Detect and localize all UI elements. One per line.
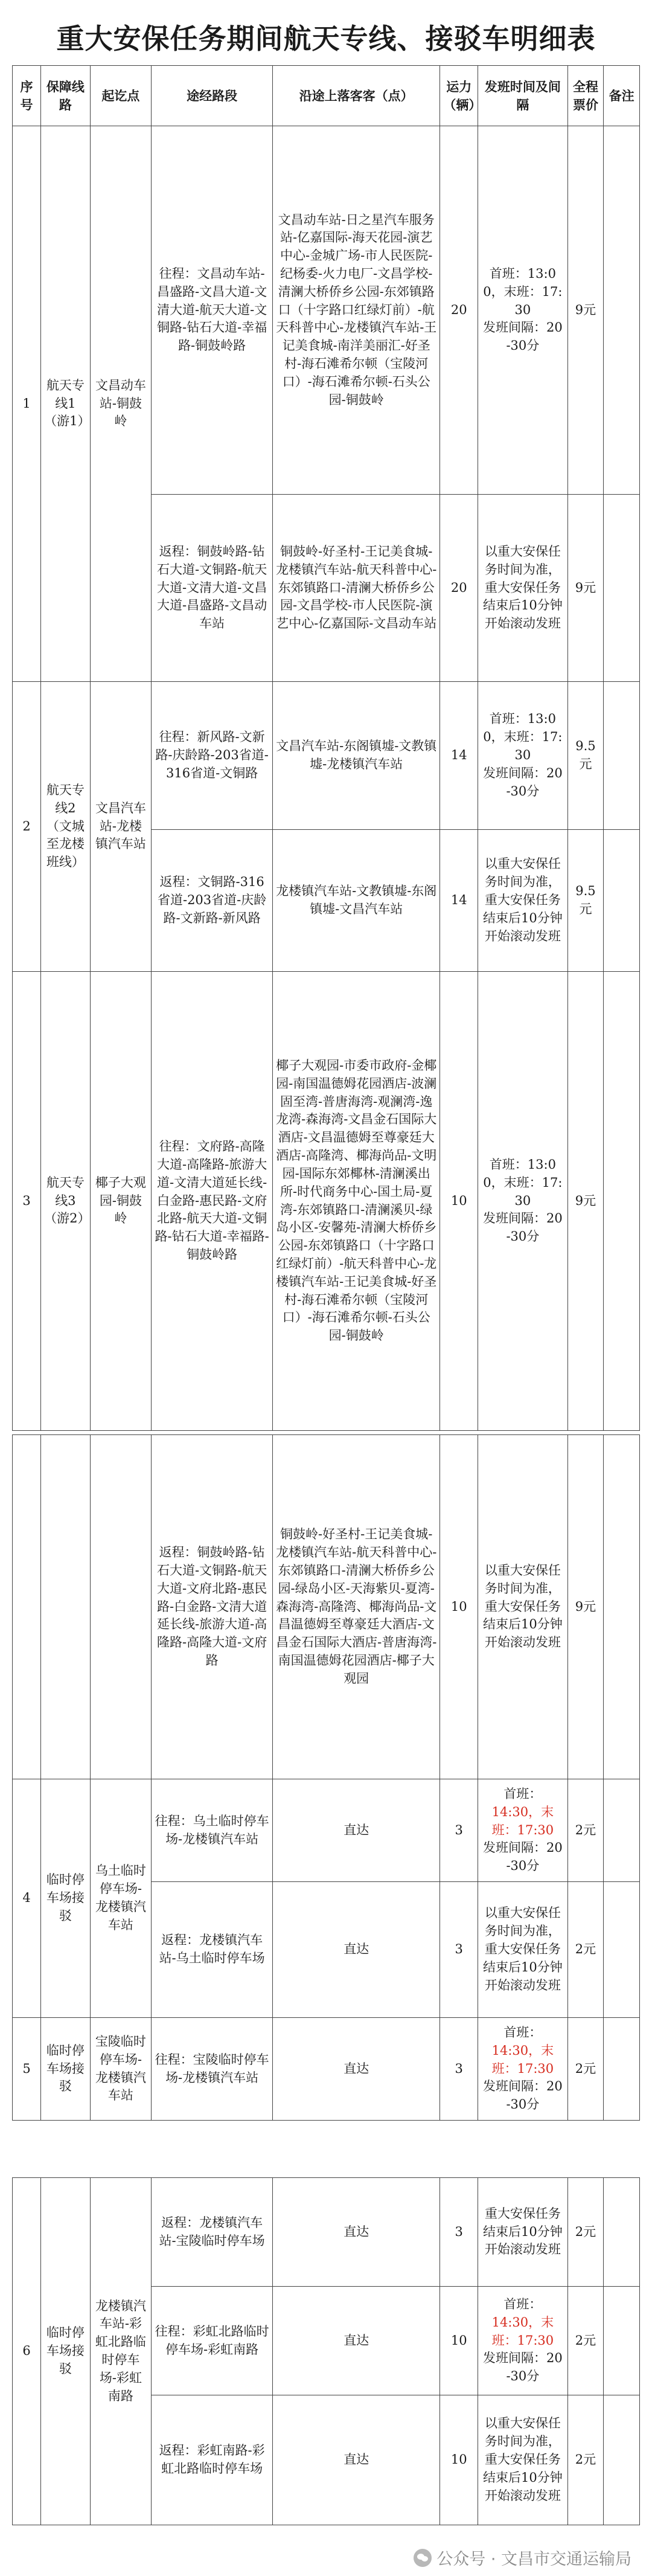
interval-cell: 以重大安保任务时间为准，重大安保任务结束后10分钟开始滚动发班 bbox=[478, 830, 568, 972]
capacity-cell: 14 bbox=[440, 830, 478, 972]
interval-cell: 以重大安保任务时间为准，重大安保任务结束后10分钟开始滚动发班 bbox=[478, 495, 568, 682]
fare-cell: 9.5元 bbox=[567, 830, 604, 972]
route-cell: 返程：龙楼镇汽车站-宝陵临时停车场 bbox=[152, 2178, 273, 2287]
route-cell: 往程：文昌动车站-昌盛路-文昌大道-文清大道-航天大道-文铜路-钻石大道-幸福路-铜鼓岭路 bbox=[152, 126, 273, 495]
capacity-cell: 10 bbox=[440, 1435, 478, 1779]
note-cell bbox=[604, 2178, 640, 2287]
line-cell: 临时停车场接驳 bbox=[41, 1779, 91, 2018]
interval-cell: 首班： 14:30，末班：17:30 发班间隔：20-30分 bbox=[478, 1779, 568, 1882]
note-cell bbox=[604, 126, 640, 495]
header-seq: 序号 bbox=[13, 66, 41, 126]
route-cell: 返程：龙楼镇汽车站-乌土临时停车场 bbox=[152, 1882, 273, 2018]
interval-cell: 首班： 14:30，末班：17:30 发班间隔：20-30分 bbox=[478, 2018, 568, 2121]
stops-cell: 文昌汽车站-东阁镇墟-文教镇墟-龙楼镇汽车站 bbox=[273, 682, 440, 830]
line-cell bbox=[41, 1435, 91, 1779]
endpoints-cell: 宝陵临时停车场-龙楼镇汽车站 bbox=[90, 2018, 151, 2121]
interval-cell: 以重大安保任务时间为准，重大安保任务结束后10分钟开始滚动发班 bbox=[478, 2395, 568, 2525]
table-row bbox=[13, 2018, 640, 2121]
note-cell bbox=[604, 2395, 640, 2525]
seq-cell: 2 bbox=[13, 682, 41, 972]
seq-cell bbox=[13, 1435, 41, 1779]
note-cell bbox=[604, 1779, 640, 1882]
detail-table-part-3 bbox=[12, 2177, 640, 2525]
route-cell: 返程：铜鼓岭路-钻石大道-文铜路-航天大道-文清大道-文昌大道-昌盛路-文昌动车站 bbox=[152, 495, 273, 682]
line-cell: 航天专线2（文城至龙楼班线） bbox=[41, 682, 91, 972]
header-note: 备注 bbox=[604, 66, 640, 126]
interval-cell: 重大安保任务结束后10分钟开始滚动发班 bbox=[478, 2178, 568, 2287]
fare-cell: 9.5元 bbox=[567, 682, 604, 830]
note-cell bbox=[604, 2018, 640, 2121]
header-fare: 全程票价 bbox=[567, 66, 604, 126]
seq-cell: 1 bbox=[13, 126, 41, 682]
fare-cell: 2元 bbox=[567, 2178, 604, 2287]
line-cell: 临时停车场接驳 bbox=[41, 2018, 91, 2121]
interval-cell: 以重大安保任务时间为准，重大安保任务结束后10分钟开始滚动发班 bbox=[478, 1435, 568, 1779]
route-cell: 往程：乌土临时停车场-龙楼镇汽车站 bbox=[152, 1779, 273, 1882]
page-title: 重大安保任务期间航天专线、接驳车明细表 bbox=[56, 22, 596, 55]
capacity-cell: 20 bbox=[440, 495, 478, 682]
fare-cell: 2元 bbox=[567, 1882, 604, 2018]
fare-cell: 2元 bbox=[567, 2287, 604, 2395]
header-interval: 发班时间及间隔 bbox=[478, 66, 568, 126]
interval-cell: 首班： 14:30，末班：17:30 发班间隔：20-30分 bbox=[478, 2287, 568, 2395]
capacity-cell: 3 bbox=[440, 2018, 478, 2121]
stops-cell: 文昌动车站-日之星汽车服务站-亿嘉国际-海天花园-演艺中心-金城广场-市人民医院-纪杨委-火力电厂-文昌学校-清澜大桥侨乡公园-东郊镇路口（十字路口红绿灯前）-航天科普中心-龙楼镇汽车站-王记美食城-南洋美丽汇-好圣村-海石滩希尔顿（宝陵河口）-海石滩希尔顿-石头公园-铜鼓岭 bbox=[273, 126, 440, 495]
header-line: 保障线路 bbox=[41, 66, 91, 126]
wechat-icon bbox=[414, 2549, 432, 2567]
stops-cell: 直达 bbox=[273, 2395, 440, 2525]
note-cell bbox=[604, 830, 640, 972]
note-cell bbox=[604, 1882, 640, 2018]
interval-cell: 首班：13:00，末班：17:30 发班间隔：20-30分 bbox=[478, 682, 568, 830]
line-cell: 航天专线1（游1） bbox=[41, 126, 91, 682]
stops-cell: 直达 bbox=[273, 2178, 440, 2287]
note-cell bbox=[604, 2287, 640, 2395]
stops-cell: 直达 bbox=[273, 1882, 440, 2018]
seq-cell: 3 bbox=[13, 972, 41, 1431]
table-row bbox=[13, 1435, 640, 1779]
capacity-cell: 3 bbox=[440, 2178, 478, 2287]
table-row bbox=[13, 972, 640, 1431]
endpoints-cell: 乌土临时停车场-龙楼镇汽车站 bbox=[90, 1779, 151, 2018]
watermark-text: 公众号 · 文昌市交通运输局 bbox=[436, 2550, 631, 2569]
seq-cell: 5 bbox=[13, 2018, 41, 2121]
endpoints-cell: 文昌汽车站-龙楼镇汽车站 bbox=[90, 682, 151, 972]
note-cell bbox=[604, 972, 640, 1431]
stops-cell: 龙楼镇汽车站-文教镇墟-东阁镇墟-文昌汽车站 bbox=[273, 830, 440, 972]
table-row bbox=[13, 126, 640, 495]
capacity-cell: 10 bbox=[440, 2395, 478, 2525]
stops-cell: 直达 bbox=[273, 1779, 440, 1882]
detail-table-part-2 bbox=[12, 1434, 640, 2121]
detail-table-part-1 bbox=[12, 65, 640, 1431]
table-row bbox=[13, 682, 640, 830]
capacity-cell: 10 bbox=[440, 2287, 478, 2395]
interval-cell: 首班：13:00，末班：17:30 发班间隔：20-30分 bbox=[478, 972, 568, 1431]
interval-cell: 首班：13:00，末班：17:30 发班间隔：20-30分 bbox=[478, 126, 568, 495]
header-endpoints: 起讫点 bbox=[90, 66, 151, 126]
note-cell bbox=[604, 495, 640, 682]
stops-cell: 直达 bbox=[273, 2018, 440, 2121]
route-cell: 返程：彩虹南路-彩虹北路临时停车场 bbox=[152, 2395, 273, 2525]
endpoints-cell bbox=[90, 1435, 151, 1779]
capacity-cell: 3 bbox=[440, 1882, 478, 2018]
fare-cell: 2元 bbox=[567, 2395, 604, 2525]
route-cell: 往程：彩虹北路临时停车场-彩虹南路 bbox=[152, 2287, 273, 2395]
fare-cell: 2元 bbox=[567, 1779, 604, 1882]
stops-cell: 铜鼓岭-好圣村-王记美食城-龙楼镇汽车站-航天科普中心-东郊镇路口-清澜大桥侨乡公园-文昌学校-市人民医院-演艺中心-亿嘉国际-文昌动车站 bbox=[273, 495, 440, 682]
line-cell: 临时停车场接驳 bbox=[41, 2178, 91, 2525]
fare-cell: 9元 bbox=[567, 126, 604, 495]
stops-cell: 直达 bbox=[273, 2287, 440, 2395]
endpoints-cell: 文昌动车站-铜鼓岭 bbox=[90, 126, 151, 682]
header-capacity: 运力（辆） bbox=[440, 66, 478, 126]
table-row bbox=[13, 1779, 640, 1882]
header-route: 途经路段 bbox=[152, 66, 273, 126]
stops-cell: 铜鼓岭-好圣村-王记美食城-龙楼镇汽车站-航天科普中心-东郊镇路口-清澜大桥侨乡公园-绿岛小区-天海紫贝-夏湾-森海湾-高隆湾、椰海尚品-文昌温德姆至尊豪廷大酒店-文昌金石国际大酒店-普唐海湾-南国温德姆花园酒店-椰子大观园 bbox=[273, 1435, 440, 1779]
stops-cell: 椰子大观园-市委市政府-金椰园-南国温德姆花园酒店-波澜固至湾-普唐海湾-观澜湾-逸龙湾-森海湾-文昌金石国际大酒店-文昌温德姆至尊豪廷大酒店-高隆湾、椰海尚品-文明园-国际东郊椰林-清澜溪出所-时代商务中心-国土局-夏湾-东郊镇路口-清澜溪贝-绿岛小区-安馨苑-清澜大桥侨乡公园-东郊镇路口（十字路口红绿灯前）-航天科普中心-龙楼镇汽车站-王记美食城-好圣村-海石滩希尔顿（宝陵河口）-海石滩希尔顿-石头公园-铜鼓岭 bbox=[273, 972, 440, 1431]
route-cell: 往程：宝陵临时停车场-龙楼镇汽车站 bbox=[152, 2018, 273, 2121]
capacity-cell: 20 bbox=[440, 126, 478, 495]
header-stops: 沿途上落客客（点） bbox=[273, 66, 440, 126]
route-cell: 往程：文府路-高隆大道-高隆路-旅游大道-文清大道延长线-白金路-惠民路-文府北路-航天大道-文铜路-钻石大道-幸福路-铜鼓岭路 bbox=[152, 972, 273, 1431]
capacity-cell: 3 bbox=[440, 1779, 478, 1882]
watermark bbox=[414, 2546, 631, 2569]
fare-cell: 2元 bbox=[567, 2018, 604, 2121]
route-cell: 返程：铜鼓岭路-钻石大道-文铜路-航天大道-文府北路-惠民路-白金路-文清大道延长线-旅游大道-高隆路-高隆大道-文府路 bbox=[152, 1435, 273, 1779]
note-cell bbox=[604, 1435, 640, 1779]
capacity-cell: 14 bbox=[440, 682, 478, 830]
route-cell: 往程：新风路-文新路-庆龄路-203省道-316省道-文铜路 bbox=[152, 682, 273, 830]
fare-cell: 9元 bbox=[567, 495, 604, 682]
seq-cell: 4 bbox=[13, 1779, 41, 2018]
line-cell: 航天专线3（游2） bbox=[41, 972, 91, 1431]
route-cell: 返程：文铜路-316省道-203省道-庆龄路-文新路-新风路 bbox=[152, 830, 273, 972]
table-header-row bbox=[13, 66, 640, 126]
fare-cell: 9元 bbox=[567, 972, 604, 1431]
interval-cell: 以重大安保任务时间为准，重大安保任务结束后10分钟开始滚动发班 bbox=[478, 1882, 568, 2018]
capacity-cell: 10 bbox=[440, 972, 478, 1431]
endpoints-cell: 椰子大观园-铜鼓岭 bbox=[90, 972, 151, 1431]
note-cell bbox=[604, 682, 640, 830]
endpoints-cell: 龙楼镇汽车站-彩虹北路临时停车场-彩虹南路 bbox=[90, 2178, 151, 2525]
table-row bbox=[13, 2178, 640, 2287]
seq-cell: 6 bbox=[13, 2178, 41, 2525]
fare-cell: 9元 bbox=[567, 1435, 604, 1779]
